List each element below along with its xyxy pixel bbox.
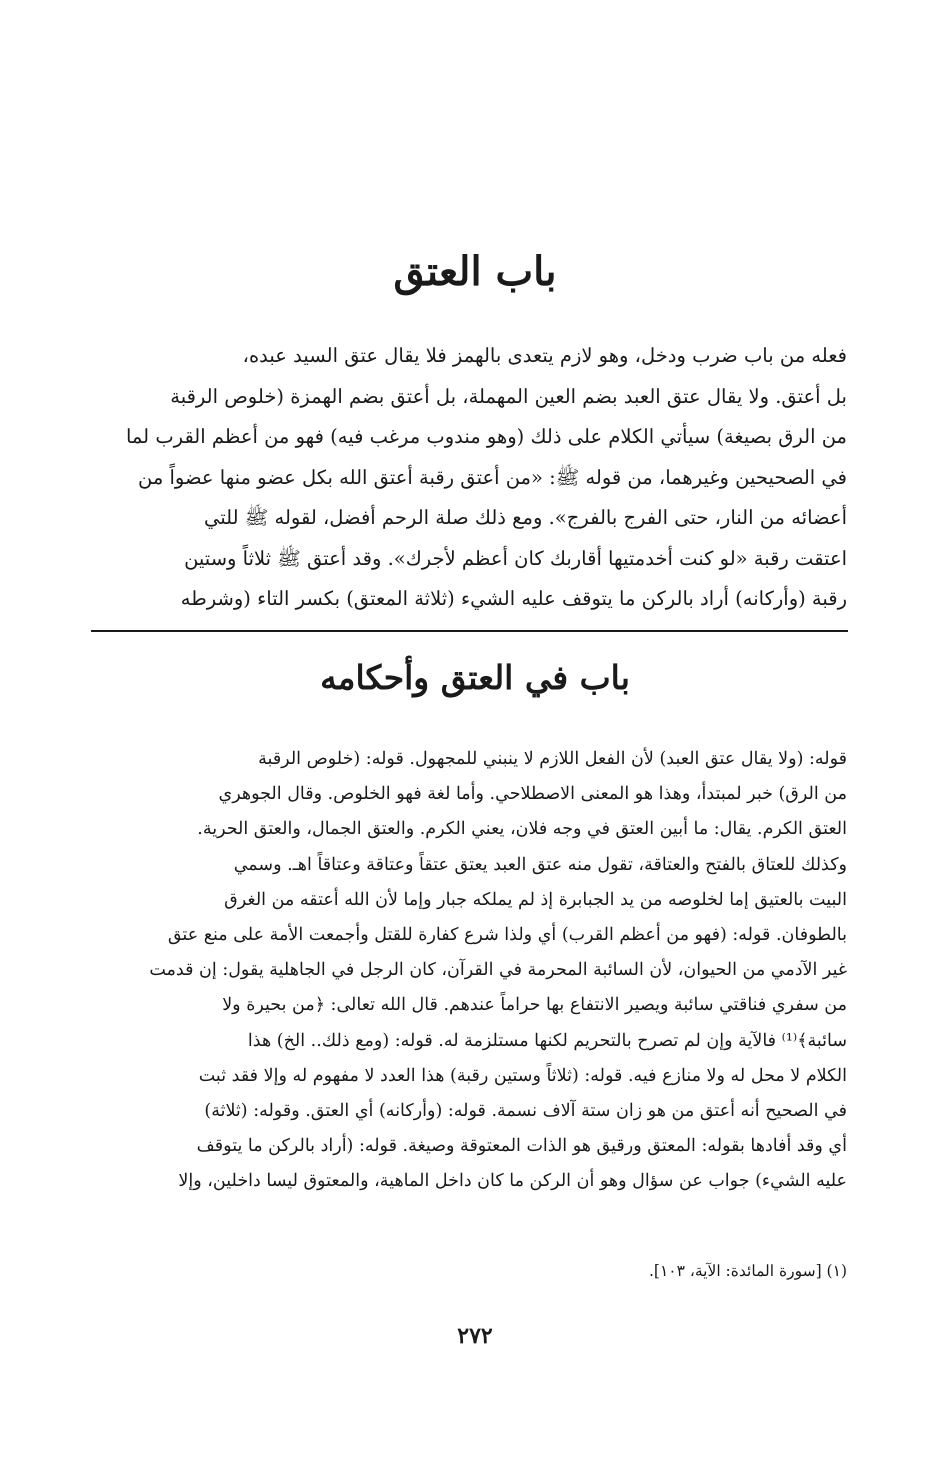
sharh-line: الكلام لا محل له ولا منازع فيه. قوله: (ثلاثاً وستين رقبة) هذا العدد لا مفهوم له وإلا فقد ثبت — [198, 1065, 847, 1086]
main-title: باب العتق — [393, 248, 557, 295]
sharh-line: أي وقد أفادها بقوله: المعتق ورقيق هو الذات المعتوقة وصيغة. قوله: (أراد بالركن ما يتوقف — [196, 1136, 847, 1157]
matn-line: رقبة (وأركانه) أراد بالركن ما يتوقف عليه الشيء (ثلاثة المعتق) بكسر التاء (وشرطه — [180, 587, 847, 610]
matn-line: في الصحيحين وغيرهما، من قوله ﷺ: «من أعتق رقبة أعتق الله بكل عضو منها عضواً من — [138, 465, 847, 489]
sharh-line: عليه الشيء) جواب عن سؤال وهو أن الركن ما كان داخل الماهية، والمعتوق ليسا داخلين، وإلا — [178, 1171, 847, 1192]
sharh-line: البيت بالعتيق إما لخلوصه من يد الجبابرة إذ لم يملكه جبار وإما لأن الله أعتقه من الغرق — [224, 889, 847, 910]
matn-line: بل أعتق. ولا يقال عتق العبد بضم العين المهملة، بل أعتق بضم الهمزة (خلوص الرقبة — [170, 384, 847, 408]
sub-title: باب في العتق وأحكامه — [320, 658, 630, 697]
matn-line: أعضائه من النار، حتى الفرج بالفرج». ومع ذلك صلة الرحم أفضل، لقوله ﷺ للتي — [204, 506, 847, 529]
sharh-line: من الرق) خبر لمبتدأ، وهذا هو المعنى الاصطلاحي. وأما لغة فهو الخلوص. وقال الجوهري — [218, 784, 847, 805]
sharh-text — [95, 742, 847, 1200]
sharh-line: من سفري فناقتي سائبة ويصير الانتفاع بها حراماً عندهم. قال الله تعالى: ﴿من بحيرة ولا — [222, 995, 847, 1016]
matn-line: اعتقت رقبة «لو كنت أخدمتيها أقاربك كان أعظم لأجرك». وقد أعتق ﷺ ثلاثاً وستين — [184, 546, 847, 570]
matn-line: فعله من باب ضرب ودخل، وهو لازم يتعدى بالهمز فلا يقال عتق السيد عبده، — [242, 344, 847, 367]
sharh-line: العتق الكرم. يقال: ما أبين العتق في وجه فلان، يعني الكرم. والعتق الجمال، والعتق الحرية. — [197, 819, 847, 840]
matn-line: من الرق بصيغة) سيأتي الكلام على ذلك (وهو مندوب مرغب فيه) فهو من أعظم القرب لما — [125, 425, 847, 448]
matn-text — [95, 336, 847, 620]
sharh-line: سائبة﴾⁽¹⁾ فالآية وإن لم تصرح بالتحريم لكنها مستلزمة له. قوله: (ومع ذلك.. الخ) هذا — [247, 1030, 847, 1051]
sharh-line: في الصحيح أنه أعتق من هو زان ستة آلاف نسمة. قوله: (وأركانه) أي العتق. وقوله: (ثلاثة) — [204, 1101, 847, 1122]
sharh-line: قوله: (ولا يقال عتق العبد) لأن الفعل اللازم لا ينبني للمجهول. قوله: (خلوص الرقبة — [258, 749, 847, 769]
sharh-line: وكذلك للعتاق بالفتح والعتاقة، تقول منه عتق العبد يعتق عتقاً وعتاقة وعتاقاً اهـ. وسمي — [233, 854, 847, 875]
sharh-line: بالطوفان. قوله: (فهو من أعظم القرب) أي ولذا شرع كفارة للقتل وأجمعت الأمة على منع عتق — [167, 925, 847, 946]
page-number: ٢٧٢ — [457, 1323, 493, 1349]
footnote: (١) [سورة المائدة: الآية، ١٠٣]. — [648, 1262, 847, 1280]
sharh-line: غير الآدمي من الحيوان، لأن السائبة المحرمة في القرآن، كان الرجل في الجاهلية يقول: إن قدمت — [149, 960, 847, 981]
section-divider — [91, 630, 848, 632]
